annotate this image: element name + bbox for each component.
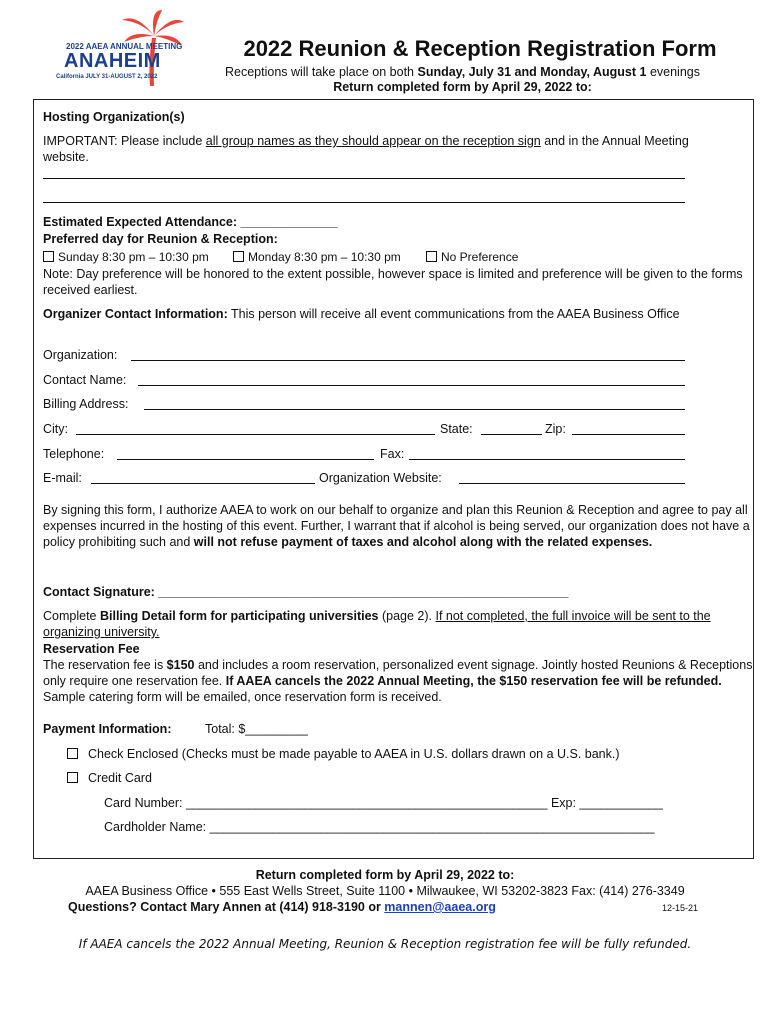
- zip-field[interactable]: [572, 434, 685, 435]
- form-title: 2022 Reunion & Reception Registration Form: [243, 36, 717, 61]
- hosting-heading: Hosting Organization(s): [43, 110, 185, 124]
- zip-label: Zip:: [545, 422, 566, 436]
- email-link[interactable]: mannen@aaea.org: [384, 900, 496, 914]
- checkbox-no-preference[interactable]: [426, 251, 437, 262]
- email-field[interactable]: [91, 483, 315, 484]
- hosting-important: IMPORTANT: Please include all group names as they should appear on the reception sign and in the Annual Meeting website.: [43, 134, 689, 164]
- reservation-fee-paragraph: The reservation fee is $150 and includes a room reservation, personalized event signage. Jointly hosted Reunions & Receptions only require one reservation fee. If AAEA cancels the 2022 Annual Meeting, the $150 reservation fee will be refunded. Sample catering form will be emailed, once reservation form is received.: [43, 658, 753, 704]
- contact-name-field[interactable]: [138, 385, 685, 386]
- footer-questions: Questions? Contact Mary Annen at (414) 918-3190 or mannen@aaea.org: [68, 900, 496, 914]
- contact-signature-field[interactable]: Contact Signature: ___________________________________________________________: [43, 585, 569, 599]
- org-website-label: Organization Website:: [319, 471, 442, 485]
- checkbox-monday[interactable]: [233, 251, 244, 262]
- city-label: City:: [43, 422, 68, 436]
- checkbox-check-enclosed[interactable]: [67, 748, 78, 759]
- email-label: E-mail:: [43, 471, 82, 485]
- form-date-code: 12-15-21: [662, 903, 699, 913]
- refund-note: If AAEA cancels the 2022 Annual Meeting, Reunion & Reception registration fee will be fully refunded.: [78, 937, 692, 951]
- city-field[interactable]: [76, 434, 435, 435]
- option-no-preference[interactable]: No Preference: [426, 249, 518, 265]
- reception-dates: Receptions will take place on both Sunday, July 31 and Monday, August 1 evenings: [225, 65, 700, 79]
- telephone-field[interactable]: [117, 459, 374, 460]
- hosting-line-1[interactable]: [43, 178, 685, 179]
- option-credit-card[interactable]: Credit Card: [67, 770, 152, 786]
- contact-name-label: Contact Name:: [43, 373, 127, 387]
- fax-field[interactable]: [409, 459, 685, 460]
- reservation-fee-heading: Reservation Fee: [43, 642, 140, 656]
- hosting-line-2[interactable]: [43, 202, 685, 203]
- payment-total-field[interactable]: Total: $_________: [205, 722, 308, 736]
- card-number-field[interactable]: Card Number: ____________________________________________________ Exp: ____________: [104, 796, 663, 810]
- preferred-day-heading: Preferred day for Reunion & Reception:: [43, 232, 278, 246]
- telephone-label: Telephone:: [43, 447, 105, 461]
- footer-address: AAEA Business Office • 555 East Wells Street, Suite 1100 • Milwaukee, WI 53202-3823 Fax: (414) 276-3349: [85, 884, 685, 898]
- option-check-enclosed[interactable]: Check Enclosed (Checks must be made payable to AAEA in U.S. dollars drawn on a U.S. bank.): [67, 746, 620, 762]
- option-monday[interactable]: Monday 8:30 pm – 10:30 pm: [233, 249, 401, 265]
- state-label: State:: [440, 422, 473, 436]
- organization-field[interactable]: [131, 360, 685, 361]
- checkbox-sunday[interactable]: [43, 251, 54, 262]
- organizer-heading: Organizer Contact Information: This person will receive all event communications from the AAEA Business Office: [43, 307, 680, 321]
- fax-label: Fax:: [380, 447, 405, 461]
- billing-detail-note: Complete Billing Detail form for participating universities (page 2). If not completed, the full invoice will be sent to the organizing university.: [43, 609, 711, 639]
- return-deadline: Return completed form by April 29, 2022 to:: [333, 80, 592, 94]
- org-website-field[interactable]: [459, 483, 685, 484]
- option-sunday[interactable]: Sunday 8:30 pm – 10:30 pm: [43, 249, 209, 265]
- authorization-paragraph: By signing this form, I authorize AAEA to work on our behalf to organize and plan this Reunion & Reception and agree to pay all expenses incurred in the hosting of this event. Further, I warrant that if alcohol is being served, our organization does not have a policy prohibiting such and will not refuse payment of taxes and alcohol along with the related expenses.: [43, 503, 750, 549]
- state-field[interactable]: [481, 434, 542, 435]
- logo-text-meeting: 2022 AAEA ANNUAL MEETING: [66, 42, 183, 51]
- anaheim-meeting-logo: [52, 8, 187, 88]
- logo-text-dates: California JULY 31-AUGUST 2, 2022: [56, 74, 158, 80]
- logo-text-anaheim: ANAHEIM: [64, 50, 161, 72]
- cardholder-name-field[interactable]: Cardholder Name: ________________________________________________________________: [104, 820, 655, 834]
- preference-note: Note: Day preference will be honored to the extent possible, however space is limited and preference will be given to the forms received earliest.: [43, 267, 743, 297]
- checkbox-credit-card[interactable]: [67, 772, 78, 783]
- footer-return-deadline: Return completed form by April 29, 2022 to:: [255, 868, 515, 882]
- billing-address-field[interactable]: [144, 409, 685, 410]
- organization-label: Organization:: [43, 348, 118, 362]
- attendance-field[interactable]: Estimated Expected Attendance: ______________: [43, 215, 338, 229]
- billing-address-label: Billing Address:: [43, 397, 129, 411]
- payment-info-label: Payment Information:: [43, 722, 172, 736]
